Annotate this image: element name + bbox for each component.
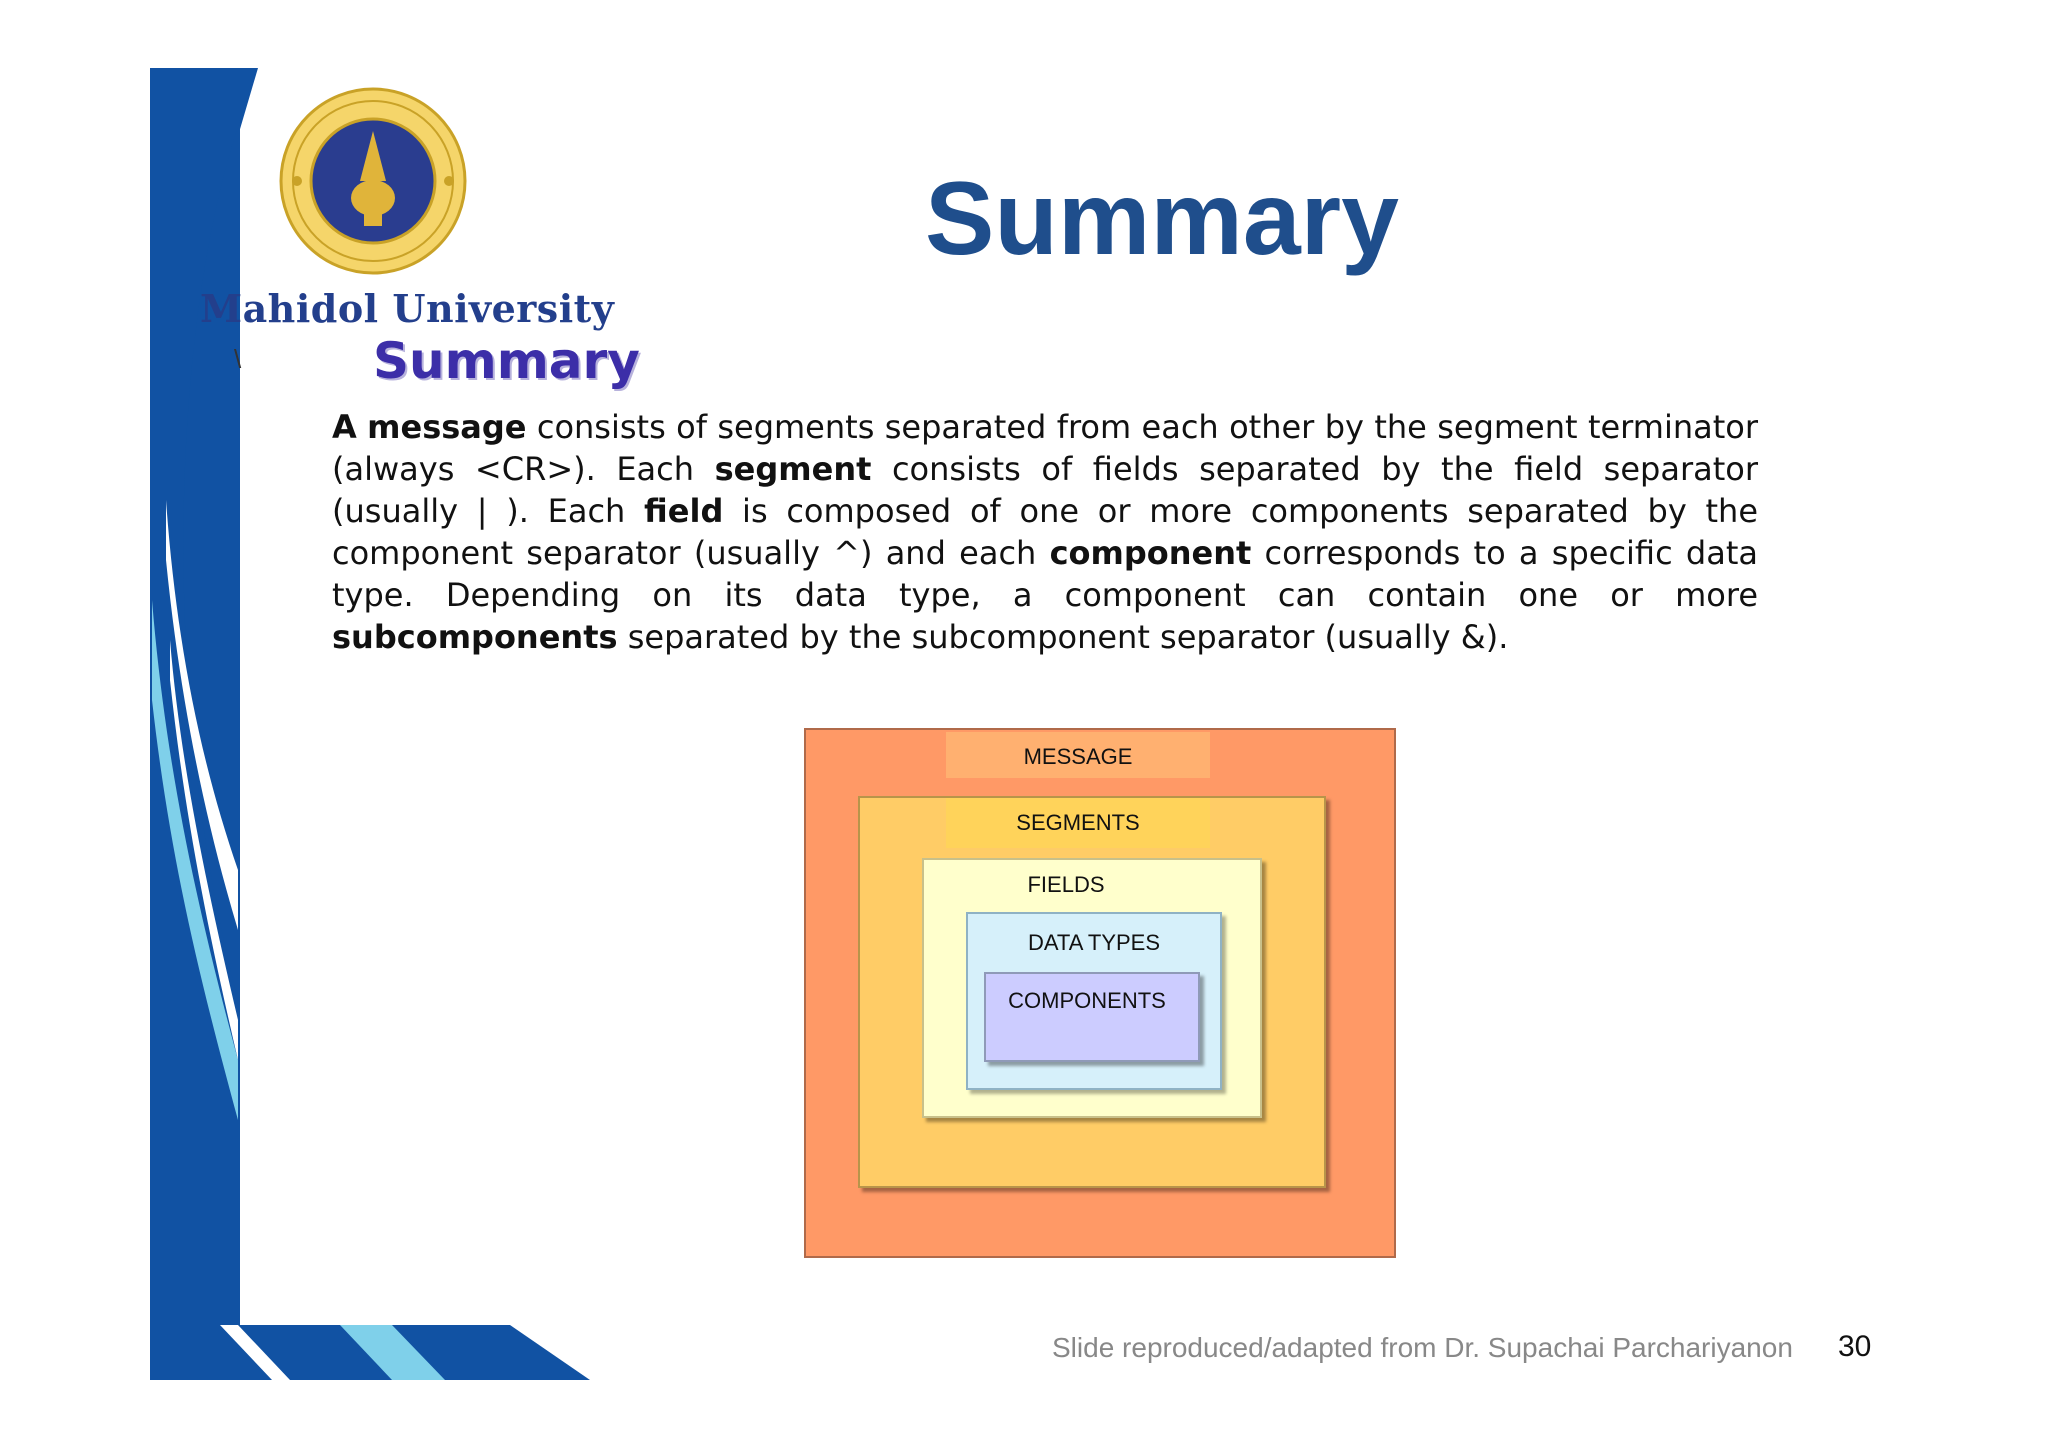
para-term-segment: segment [714, 450, 872, 488]
university-name: Mahidol University [200, 286, 615, 331]
section-subtitle: Summary [373, 332, 640, 390]
source-credit: Slide reproduced/adapted from Dr. Supachai Parchariyanon [1052, 1332, 1793, 1363]
university-seal-logo [278, 86, 468, 276]
components-fill [986, 1024, 1198, 1060]
para-text-3: is composed of one or more components separated by the component separator (usually ^) and each [332, 492, 1759, 572]
para-text-1: consists of segments separated from each other by the segment terminator (always <CR>). Each [332, 408, 1759, 488]
summary-paragraph [332, 406, 1758, 658]
left-mark: \ [234, 344, 242, 374]
para-term-subcomponents: subcomponents [332, 618, 618, 656]
segments-label: SEGMENTS [1016, 810, 1140, 835]
para-term-field: field [644, 492, 724, 530]
message-structure-diagram [804, 728, 1396, 1258]
page-number: 30 [1838, 1330, 1872, 1363]
page-title: Summary [925, 161, 1399, 277]
para-text-2: consists of fields separated by the field separator (usually | ). Each [332, 450, 1759, 530]
data-types-label: DATA TYPES [1027, 930, 1161, 955]
components-label: COMPONENTS [1008, 988, 1166, 1013]
para-term-a: A [332, 408, 357, 446]
para-term-message: message [367, 408, 527, 446]
para-term-component: component [1049, 534, 1252, 572]
para-text-5: separated by the subcomponent separator (usually &). [617, 618, 1509, 656]
para-text-4: corresponds to a specific data type. Depending on its data type, a component can contain one or more [332, 534, 1759, 614]
fields-label: FIELDS [1027, 872, 1105, 897]
message-label: MESSAGE [1023, 744, 1133, 769]
